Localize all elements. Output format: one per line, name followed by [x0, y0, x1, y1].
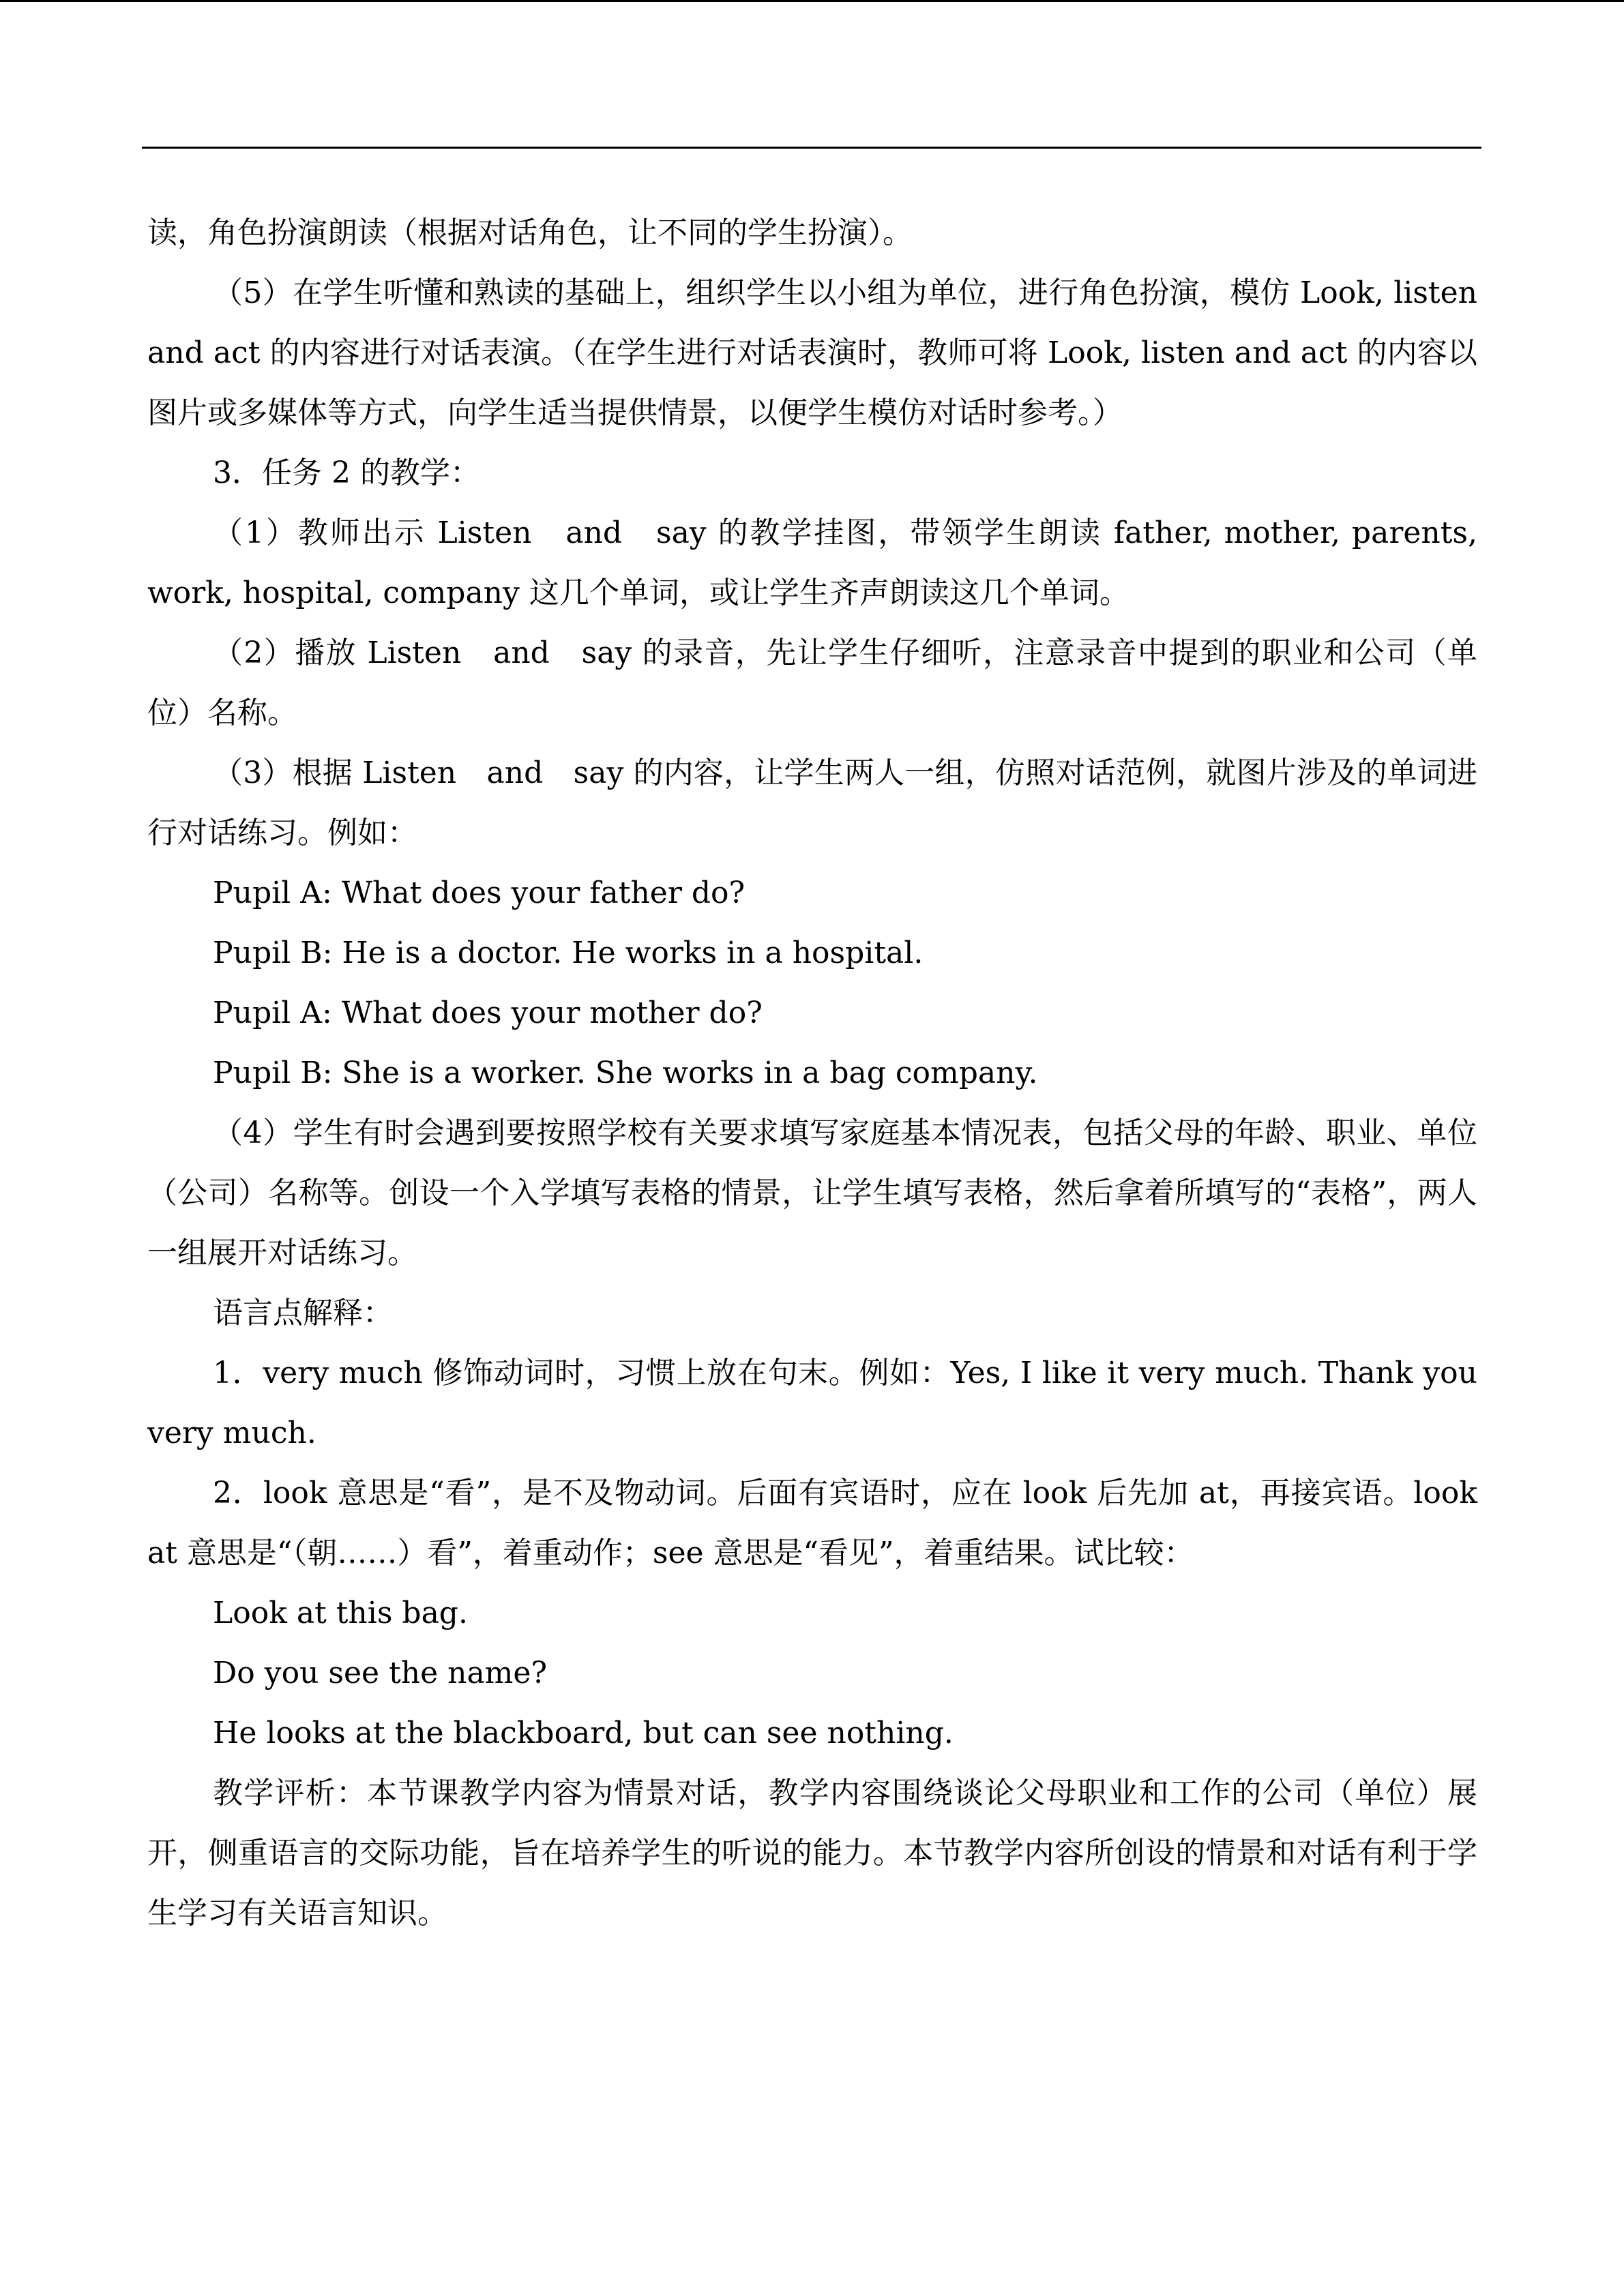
example-dialogue-line: Pupil B: She is a worker. She works in a bag company. [213, 1056, 1038, 1090]
language-point-1: 1．very much 修饰动词时，习惯上放在句末。例如：Yes, I like it very much. Thank you very much. [147, 1356, 1477, 1450]
section-heading-task-2: 3．任务 2 的教学： [213, 456, 480, 490]
example-dialogue-line: Pupil A: What does your mother do? [213, 996, 763, 1030]
header-rule [142, 147, 1481, 149]
example-sentence: Do you see the name? [213, 1656, 548, 1690]
language-points-heading: 语言点解释： [213, 1296, 393, 1330]
page-top-border [0, 0, 1624, 2]
paragraph-step-4: （4）学生有时会遇到要按照学校有关要求填写家庭基本情况表，包括父母的年龄、职业、单位（公司）名称等。创设一个入学填写表格的情景，让学生填写表格，然后拿着所填写的“表格”，两人一组展开对话练习。 [147, 1116, 1477, 1270]
paragraph-continuation: 读，角色扮演朗读（根据对话角色，让不同的学生扮演）。 [147, 215, 913, 250]
example-dialogue-line: Pupil A: What does your father do? [213, 876, 745, 910]
example-dialogue-line: Pupil B: He is a doctor. He works in a hospital. [213, 936, 924, 970]
paragraph-step-3: （3）根据 Listen and say 的内容，让学生两人一组，仿照对话范例，就图片涉及的单词进行对话练习。例如： [147, 756, 1477, 850]
language-point-2: 2．look 意思是“看”，是不及物动词。后面有宾语时，应在 look 后先加 at，再接宾语。look at 意思是“（朝……）看”，着重动作；see 意思是“看见”，着重结果。试比较： [147, 1476, 1477, 1570]
paragraph-step-5: （5）在学生听懂和熟读的基础上，组织学生以小组为单位，进行角色扮演，模仿 Look, listen and act 的内容进行对话表演。（在学生进行对话表演时，教师可将 Look, listen and act 的内容以图片或多媒体等方式，向学生适当提供情景，以便学生模仿对话时参考。） [147, 275, 1477, 430]
paragraph-step-2: （2）播放 Listen and say 的录音，先让学生仔细听，注意录音中提到的职业和公司（单位）名称。 [147, 636, 1477, 730]
teaching-evaluation: 教学评析：本节课教学内容为情景对话，教学内容围绕谈论父母职业和工作的公司（单位）展开，侧重语言的交际功能，旨在培养学生的听说的能力。本节教学内容所创设的情景和对话有利于学生学习有关语言知识。 [147, 1776, 1477, 1930]
example-sentence: He looks at the blackboard, but can see nothing. [213, 1716, 954, 1750]
example-sentence: Look at this bag. [213, 1596, 468, 1630]
paragraph-step-1: （1）教师出示 Listen and say 的教学挂图，带领学生朗读 father, mother, parents, work, hospital, company 这几个单词，或让学生齐声朗读这几个单词。 [147, 516, 1477, 610]
document-body [147, 203, 1477, 1943]
